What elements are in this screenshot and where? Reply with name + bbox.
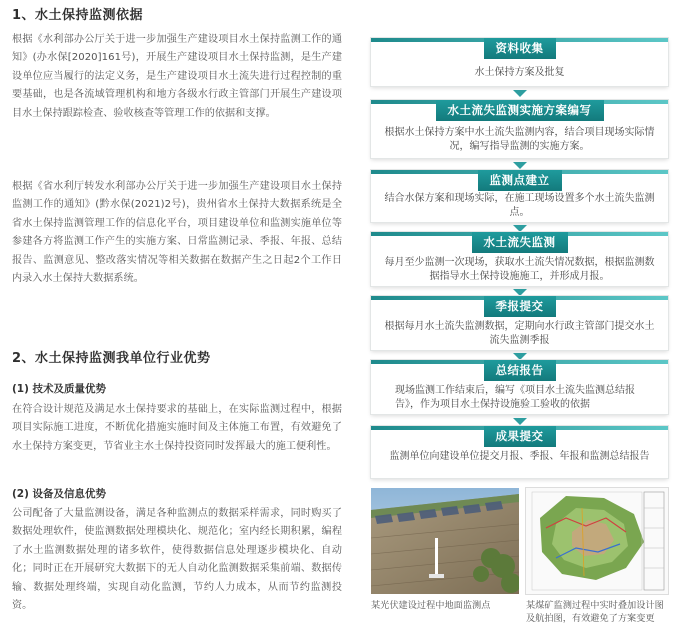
flow-arrow-icon [513,225,527,232]
photo1-caption: 某光伏建设过程中地面监测点 [371,600,491,611]
flow-arrow-icon [513,162,527,169]
solar-monitoring-photo [371,488,519,594]
flow-card-3-text: 结合水保方案和现场实际，在施工现场设置多个水土流失监测点。 [384,193,655,218]
section2-sub1: (1) 技术及质量优势 [12,383,107,395]
flow-card-1-text: 水土保持方案及批复 [474,67,565,78]
flow-arrow-icon [513,90,527,97]
section1-paragraph2: 根据《省水利厅转发水利部办公厅关于进一步加强生产建设项目水土保持监测工作的通知》(黔水保(2021)2号)，贵州省水土保持大数据系统是全省水土保持监测管理工作的信息化平台，项目建设单位和监测实施单位等参建各方将监测工作产生的实施方案、日常监测记录、季报、年报、总结报告、监测意见、整改落实情况等相关数据在数据产生之日起2个工作日内录入水土保持大数据系统。 [12,181,342,285]
flow-arrow-icon [513,418,527,425]
flow-card-1 [371,38,668,86]
section1-title: 1、水土保持监测依据 [12,8,144,23]
section2-sub2: (2) 设备及信息优势 [12,488,107,500]
flow-card-1-title: 资料收集 [484,38,556,59]
aerial-overlay-map-photo [526,488,668,594]
flow-card-2 [371,100,668,158]
flow-card-6-text: 现场监测工作结束后，编写《项目水土流失监测总结报告》，作为项目水土保持设施验工验收的依据 [395,385,635,410]
flow-card-7 [371,426,668,478]
section2-paragraph2: 公司配备了大量监测设备，满足各种监测点的数据采样需求，同时购买了数据处理软件，使监测数据处理模块化、规范化；室内经长期积累，编程了水土监测数据处理的诸多软件，使得数据信息处理逐步模块化、自动化；同时正在开展研究大数据下的无人自动化监测数据采集前端、数据传输、数据处理终端，实现自动化监测，节约人力成本，从而节约监测投资。 [12,508,342,612]
flow-card-4 [371,232,668,286]
flow-card-7-text: 监测单位向建设单位提交月报、季报、年报和监测总结报告 [389,451,650,462]
section2-paragraph1: 在符合设计规范及满足水土保持要求的基础上，在实际监测过程中，根据项目实际施工进度，不断优化措施实施时间及主体施工布置，有效避免了水土保持方案变更，节省业主水土保持投资同时发挥最大的施工便利性。 [12,404,342,452]
section1-paragraph1: 根据《水利部办公厅关于进一步加强生产建设项目水土保持监测工作的通知》(办水保[2020]161号)，开展生产建设项目水土保持监测，是生产建设单位应当履行的法定义务，是生产建设项目水土流失进行过程控制的重要基础，也是各流域管理机构和地方各级水行政主管部门开展生产建设项目水土保持跟踪检查、验收核查等管理工作的依据和支撑。 [12,34,342,119]
flow-card-6-title: 总结报告 [484,360,556,381]
flow-card-5 [371,296,668,350]
section2-title: 2、水土保持监测我单位行业优势 [12,351,211,366]
flow-card-6 [371,360,668,414]
flow-card-4-text: 每月至少监测一次现场，获取水土流失情况数据，根据监测数据指导水土保持设施施工，并形成月报。 [384,257,655,282]
flow-card-5-title: 季报提交 [484,296,556,317]
flow-card-7-title: 成果提交 [484,426,556,447]
flow-card-2-title: 水土流失监测实施方案编写 [436,100,604,121]
flow-arrow-icon [513,353,527,360]
flow-card-2-text: 根据水土保持方案中水土流失监测内容，结合项目现场实际情况，编写指导监测的实施方案。 [384,127,655,152]
photo2-caption: 某煤矿监测过程中实时叠加设计图及航拍图，有效避免了方案变更 [526,600,664,624]
flow-arrow-icon [513,289,527,296]
flow-card-5-text: 根据每月水土流失监测数据，定期向水行政主管部门提交水土流失监测季报 [384,321,655,346]
flow-card-3 [371,170,668,222]
flow-card-4-title: 水土流失监测 [472,232,568,253]
flow-card-3-title: 监测点建立 [478,170,562,191]
